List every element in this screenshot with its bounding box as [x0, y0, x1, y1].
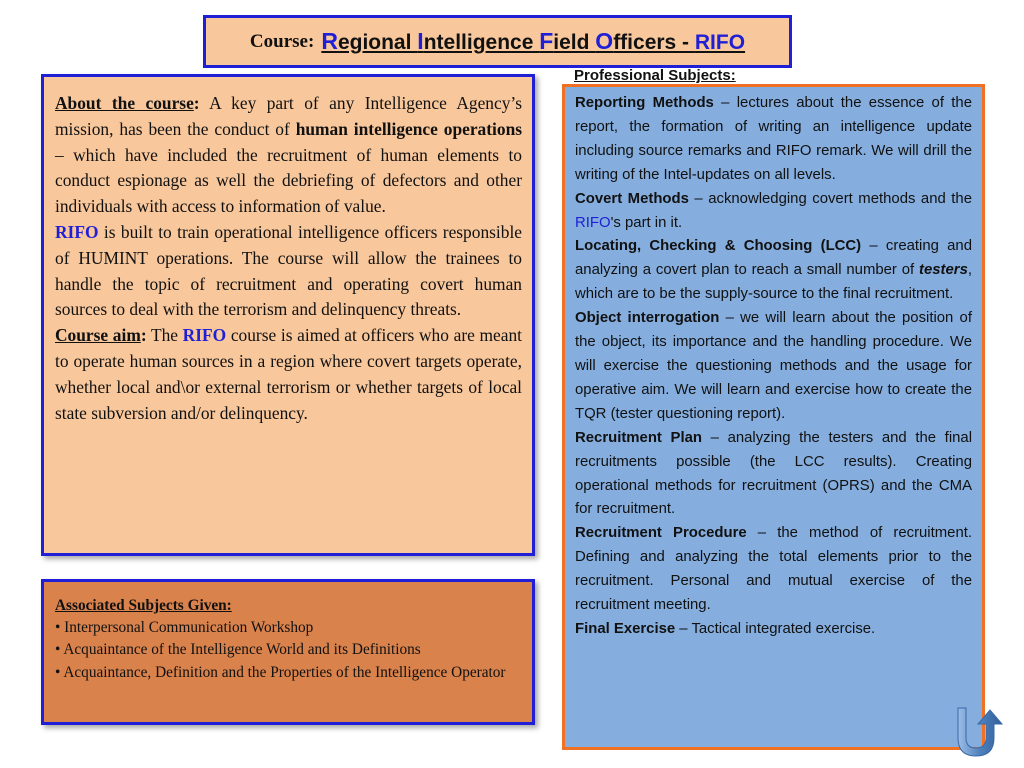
object-interrogation-item: Object interrogation – we will learn about the position of the object, its importance and the handling procedure. We will exercise the questioning methods and the usage for operative aim. We will learn and exercise how to create the TQR (tester questioning report). [575, 310, 972, 422]
page-title: Regional Intelligence Field Officers - RIFO [321, 28, 746, 54]
title-acronym: RIFO [694, 31, 746, 54]
associated-heading: Associated Subjects Given: [55, 597, 232, 614]
about-heading: About the course [55, 93, 194, 113]
course-aim-heading: Course aim [55, 325, 141, 346]
course-aim-paragraph: Course aim: The RIFO course is aimed at officers who are meant to operate human sources in a region where covert targets operate, whether local and\or external terrorism or whether targets of local state subversion and/or delinquency. [55, 325, 522, 423]
reporting-methods-item: Reporting Methods – lectures about the essence of the report, the formation of writing an intelligence update including source remarks and RIFO remark. We will drill the writing of the Intel-updates on all levels. [575, 95, 972, 183]
associated-item: • Interpersonal Communication Workshop [55, 619, 314, 637]
u-turn-arrow-icon[interactable] [952, 704, 1008, 760]
rifo-paragraph: RIFO is built to train operational intelligence officers responsible of HUMINT operations. The course will allow the trainees to handle the topic of recruitment and operating covert human sources to deal with the terrorism and delinquency threats. [55, 221, 522, 320]
covert-methods-item: Covert Methods – acknowledging covert methods and the RIFO's part in it. [575, 190, 972, 231]
professional-subjects-heading: Professional Subjects: [574, 67, 736, 84]
professional-subjects-panel [562, 84, 985, 750]
associated-subjects-panel [41, 579, 535, 725]
about-paragraph: About the course: A key part of any Intelligence Agency’s mission, has been the conduct of human intelligence operations – which have included the recruitment of human elements to conduct espionage as well the debriefing of defectors and other individuals with access to information of value. [55, 93, 523, 217]
associated-item: • Acquaintance, Definition and the Properties of the Intelligence Operator [55, 663, 506, 681]
recruitment-procedure-item: Recruitment Procedure – the method of recruitment. Defining and analyzing the total elements prior to the recruitment. Personal and mutual exercise of the recruitment meeting. [575, 525, 972, 614]
about-course-panel [41, 74, 535, 556]
title-banner [203, 15, 792, 68]
lcc-item: Locating, Checking & Choosing (LCC) – creating and analyzing a covert plan to reach a small number of testers, which are to be the supply-source to the final recruitment. [575, 238, 972, 303]
title-prefix: Course: [249, 30, 315, 52]
recruitment-plan-item: Recruitment Plan – analyzing the testers and the final recruitments possible (the LCC results). Creating operational methods for recruitment (OPRS) and the CMA for recruitment. [575, 429, 972, 518]
associated-item: • Acquaintance of the Intelligence World and its Definitions [55, 641, 421, 659]
final-exercise-item: Final Exercise – Tactical integrated exercise. [575, 620, 876, 637]
